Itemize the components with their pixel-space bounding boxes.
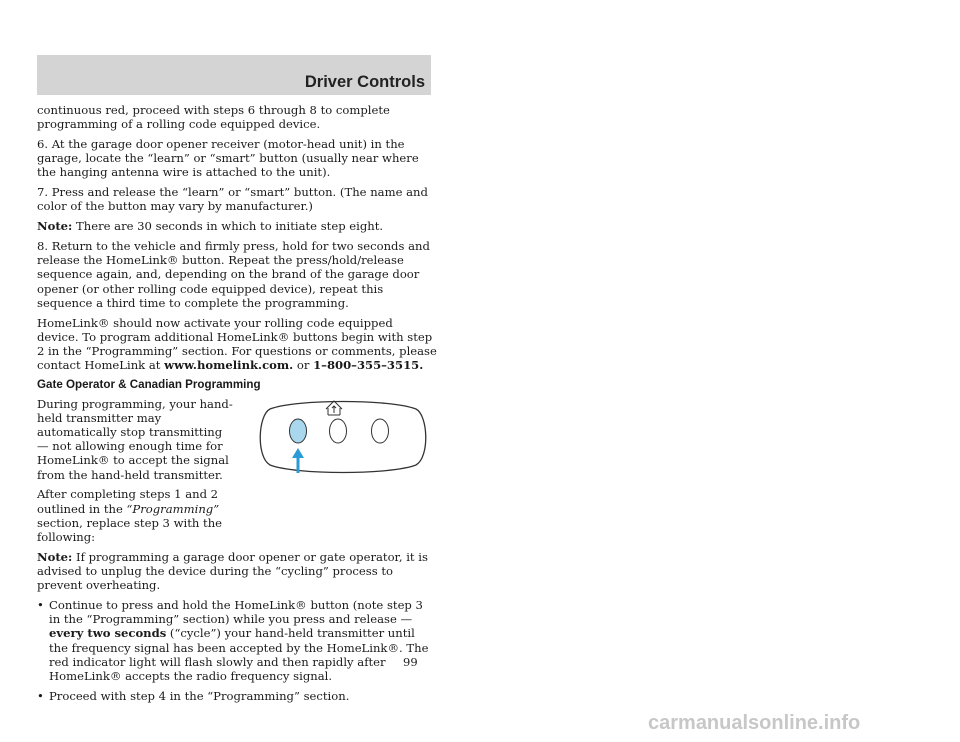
homelink-button-3 [372,419,389,443]
page-number: 99 [403,655,418,669]
text: After completing steps 1 and 2 outlined in the [37,487,219,516]
text: section, replace step 3 with the following: [37,515,223,545]
note-label: Note: [37,219,73,234]
list-item [37,598,437,683]
bullet-icon: • [37,598,44,613]
note-label: Note: [37,549,73,564]
contact-or: or [293,358,314,373]
paragraph: 8. Return to the vehicle and firmly press, hold for two seconds and release the HomeLink® button. Repeat the press/hold/release sequence again, and, depending on the brand of the garage door opener (or other rolling code equipped device), repeat this sequence a third time to complete the programming. [37,239,430,310]
paragraph [37,487,267,544]
contact-text: HomeLink® should now activate your rolling code equipped device. To program additional HomeLink® buttons begin with step 2 in the “Programming” section. For questions or comments, please contact HomeLink at [37,315,437,373]
garage-icon [326,401,342,415]
homelink-button-1 [290,419,307,443]
paragraph: continuous red, proceed with steps 6 through 8 to complete programming of a rolling code equipped device. [37,103,390,132]
homelink-console-illustration [256,395,430,475]
homelink-url: www.homelink.com. [164,358,294,373]
text: Proceed with step 4 in the “Programming” section. [49,688,350,703]
note-text: There are 30 seconds in which to initiate step eight. [72,219,384,234]
section-heading: Gate Operator & Canadian Programming [37,378,261,392]
text: Continue to press and hold the HomeLink® button (note step 3 in the “Programming” section) while you press and release — [49,598,423,627]
paragraph: 7. Press and release the “learn” or “smart” button. (The name and color of the button may vary by manufacturer.) [37,185,428,214]
section-header [37,55,431,95]
text: (“cycle”) your hand-held transmitter until the frequency signal has been accepted by the HomeLink®. The red indicator light will flash slowly and then rapidly after HomeLink® accepts the radio frequency signal. [49,626,429,684]
header-title: Driver Controls [304,73,425,91]
paragraph: 6. At the garage door opener receiver (motor-head unit) in the garage, locate the “learn” or “smart” button (usually near where the hanging antenna wire is attached to the unit). [37,137,419,180]
emphasis: every two seconds [49,626,167,641]
bullet-icon: • [37,688,44,703]
note-paragraph [37,550,437,593]
contact-paragraph [37,316,437,373]
homelink-phone: 1–800–355–3515. [313,358,424,373]
note-text: If programming a garage door opener or gate operator, it is advised to unplug the device during the “cycling” process to prevent overheating. [37,549,428,593]
arrow-icon [292,448,304,458]
note-paragraph [37,219,437,233]
homelink-button-2 [330,419,347,443]
paragraph: During programming, your hand-held transmitter may automatically stop transmitting — not allowing enough time for HomeLink® to accept the signal from the hand-held transmitter. [37,396,233,482]
watermark: carmanualsonline.info [648,712,861,734]
programming-ref: “Programming” [126,501,220,516]
console-outline [260,402,426,473]
arrow-stem [297,458,300,473]
list-item [37,689,437,703]
